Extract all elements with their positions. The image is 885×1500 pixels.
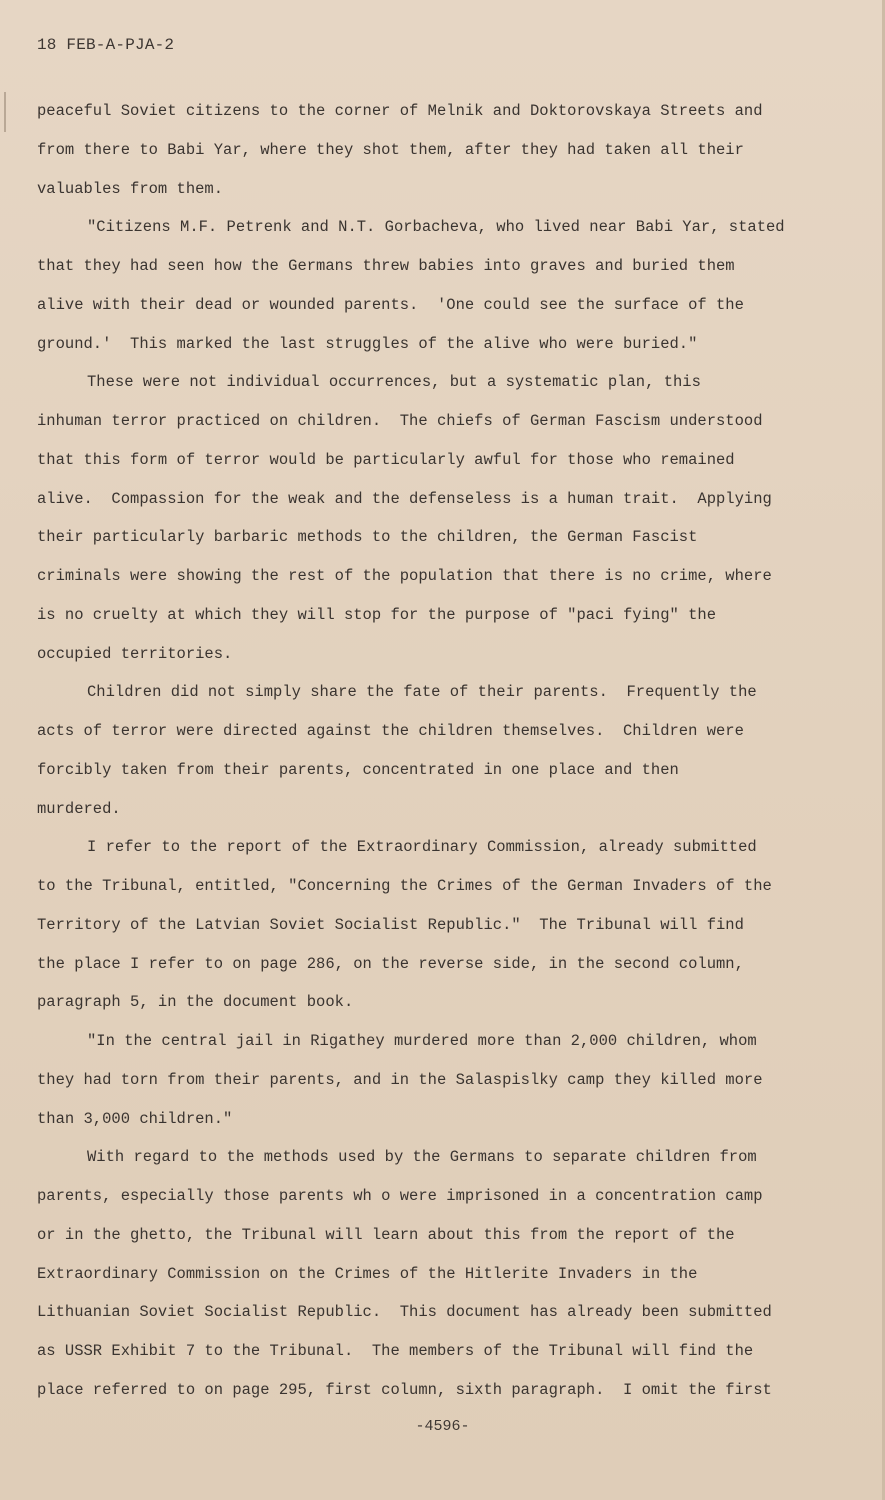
- text-line: is no cruelty at which they will stop for the purpose of "paci fying" the: [37, 605, 717, 624]
- text-line: that they had seen how the Germans threw babies into graves and buried them: [37, 257, 735, 275]
- text-line: or in the ghetto, the Tribunal will learn about this from the report of the: [37, 1225, 735, 1244]
- page-number: -4596-: [415, 1418, 470, 1435]
- text-line: they had torn from their parents, and in the Salaspislky camp they killed more: [37, 1070, 763, 1089]
- text-line: criminals were showing the rest of the population that there is no crime, where: [37, 567, 772, 585]
- text-line: Children did not simply share the fate of their parents. Frequently the: [87, 683, 757, 702]
- text-line: forcibly taken from their parents, concentrated in one place and then: [37, 760, 679, 779]
- text-line: Territory of the Latvian Soviet Socialist Republic." The Tribunal will find: [37, 915, 744, 934]
- text-line: "Citizens M.F. Petrenk and N.T. Gorbacheva, who lived near Babi Yar, stated: [87, 218, 785, 237]
- text-line: the place I refer to on page 286, on the reverse side, in the second column,: [37, 954, 744, 973]
- text-line: acts of terror were directed against the children themselves. Children were: [37, 722, 744, 740]
- text-line: Extraordinary Commission on the Crimes of the Hitlerite Invaders in the: [37, 1264, 698, 1283]
- text-line: ground.' This marked the last struggles of the alive who were buried.": [37, 334, 698, 353]
- text-line: murdered.: [37, 799, 121, 818]
- text-line: to the Tribunal, entitled, "Concerning the Crimes of the German Invaders of the: [37, 877, 772, 895]
- text-line: their particularly barbaric methods to the children, the German Fascist: [37, 528, 698, 547]
- document-body: [37, 92, 827, 1410]
- text-line: With regard to the methods used by the Germans to separate children from: [87, 1148, 757, 1167]
- text-line: alive. Compassion for the weak and the defenseless is a human trait. Applying: [37, 489, 772, 508]
- text-line: inhuman terror practiced on children. The chiefs of German Fascism understood: [37, 412, 763, 430]
- page-header: 18 FEB-A-PJA-2: [37, 36, 175, 54]
- margin-mark: [4, 92, 6, 132]
- text-line: occupied territories.: [37, 644, 233, 663]
- text-line: valuables from them.: [37, 179, 224, 198]
- text-line: I refer to the report of the Extraordinary Commission, already submitted: [87, 838, 757, 857]
- text-line: paragraph 5, in the document book.: [37, 993, 354, 1012]
- text-line: alive with their dead or wounded parents. 'One could see the surface of the: [37, 295, 744, 314]
- text-line: as USSR Exhibit 7 to the Tribunal. The members of the Tribunal will find the: [37, 1342, 754, 1360]
- text-line: place referred to on page 295, first column, sixth paragraph. I omit the first: [37, 1380, 772, 1399]
- text-line: that this form of terror would be particularly awful for those who remained: [37, 450, 735, 469]
- text-line: These were not individual occurrences, but a systematic plan, this: [87, 373, 701, 392]
- text-line: from there to Babi Yar, where they shot them, after they had taken all their: [37, 140, 744, 159]
- text-line: parents, especially those parents wh o were imprisoned in a concentration camp: [37, 1187, 763, 1205]
- text-line: peaceful Soviet citizens to the corner of Melnik and Doktorovskaya Streets and: [37, 102, 763, 120]
- text-line: than 3,000 children.": [37, 1109, 233, 1128]
- text-line: "In the central jail in Rigathey murdered more than 2,000 children, whom: [87, 1032, 757, 1050]
- text-line: Lithuanian Soviet Socialist Republic. This document has already been submitted: [37, 1303, 772, 1322]
